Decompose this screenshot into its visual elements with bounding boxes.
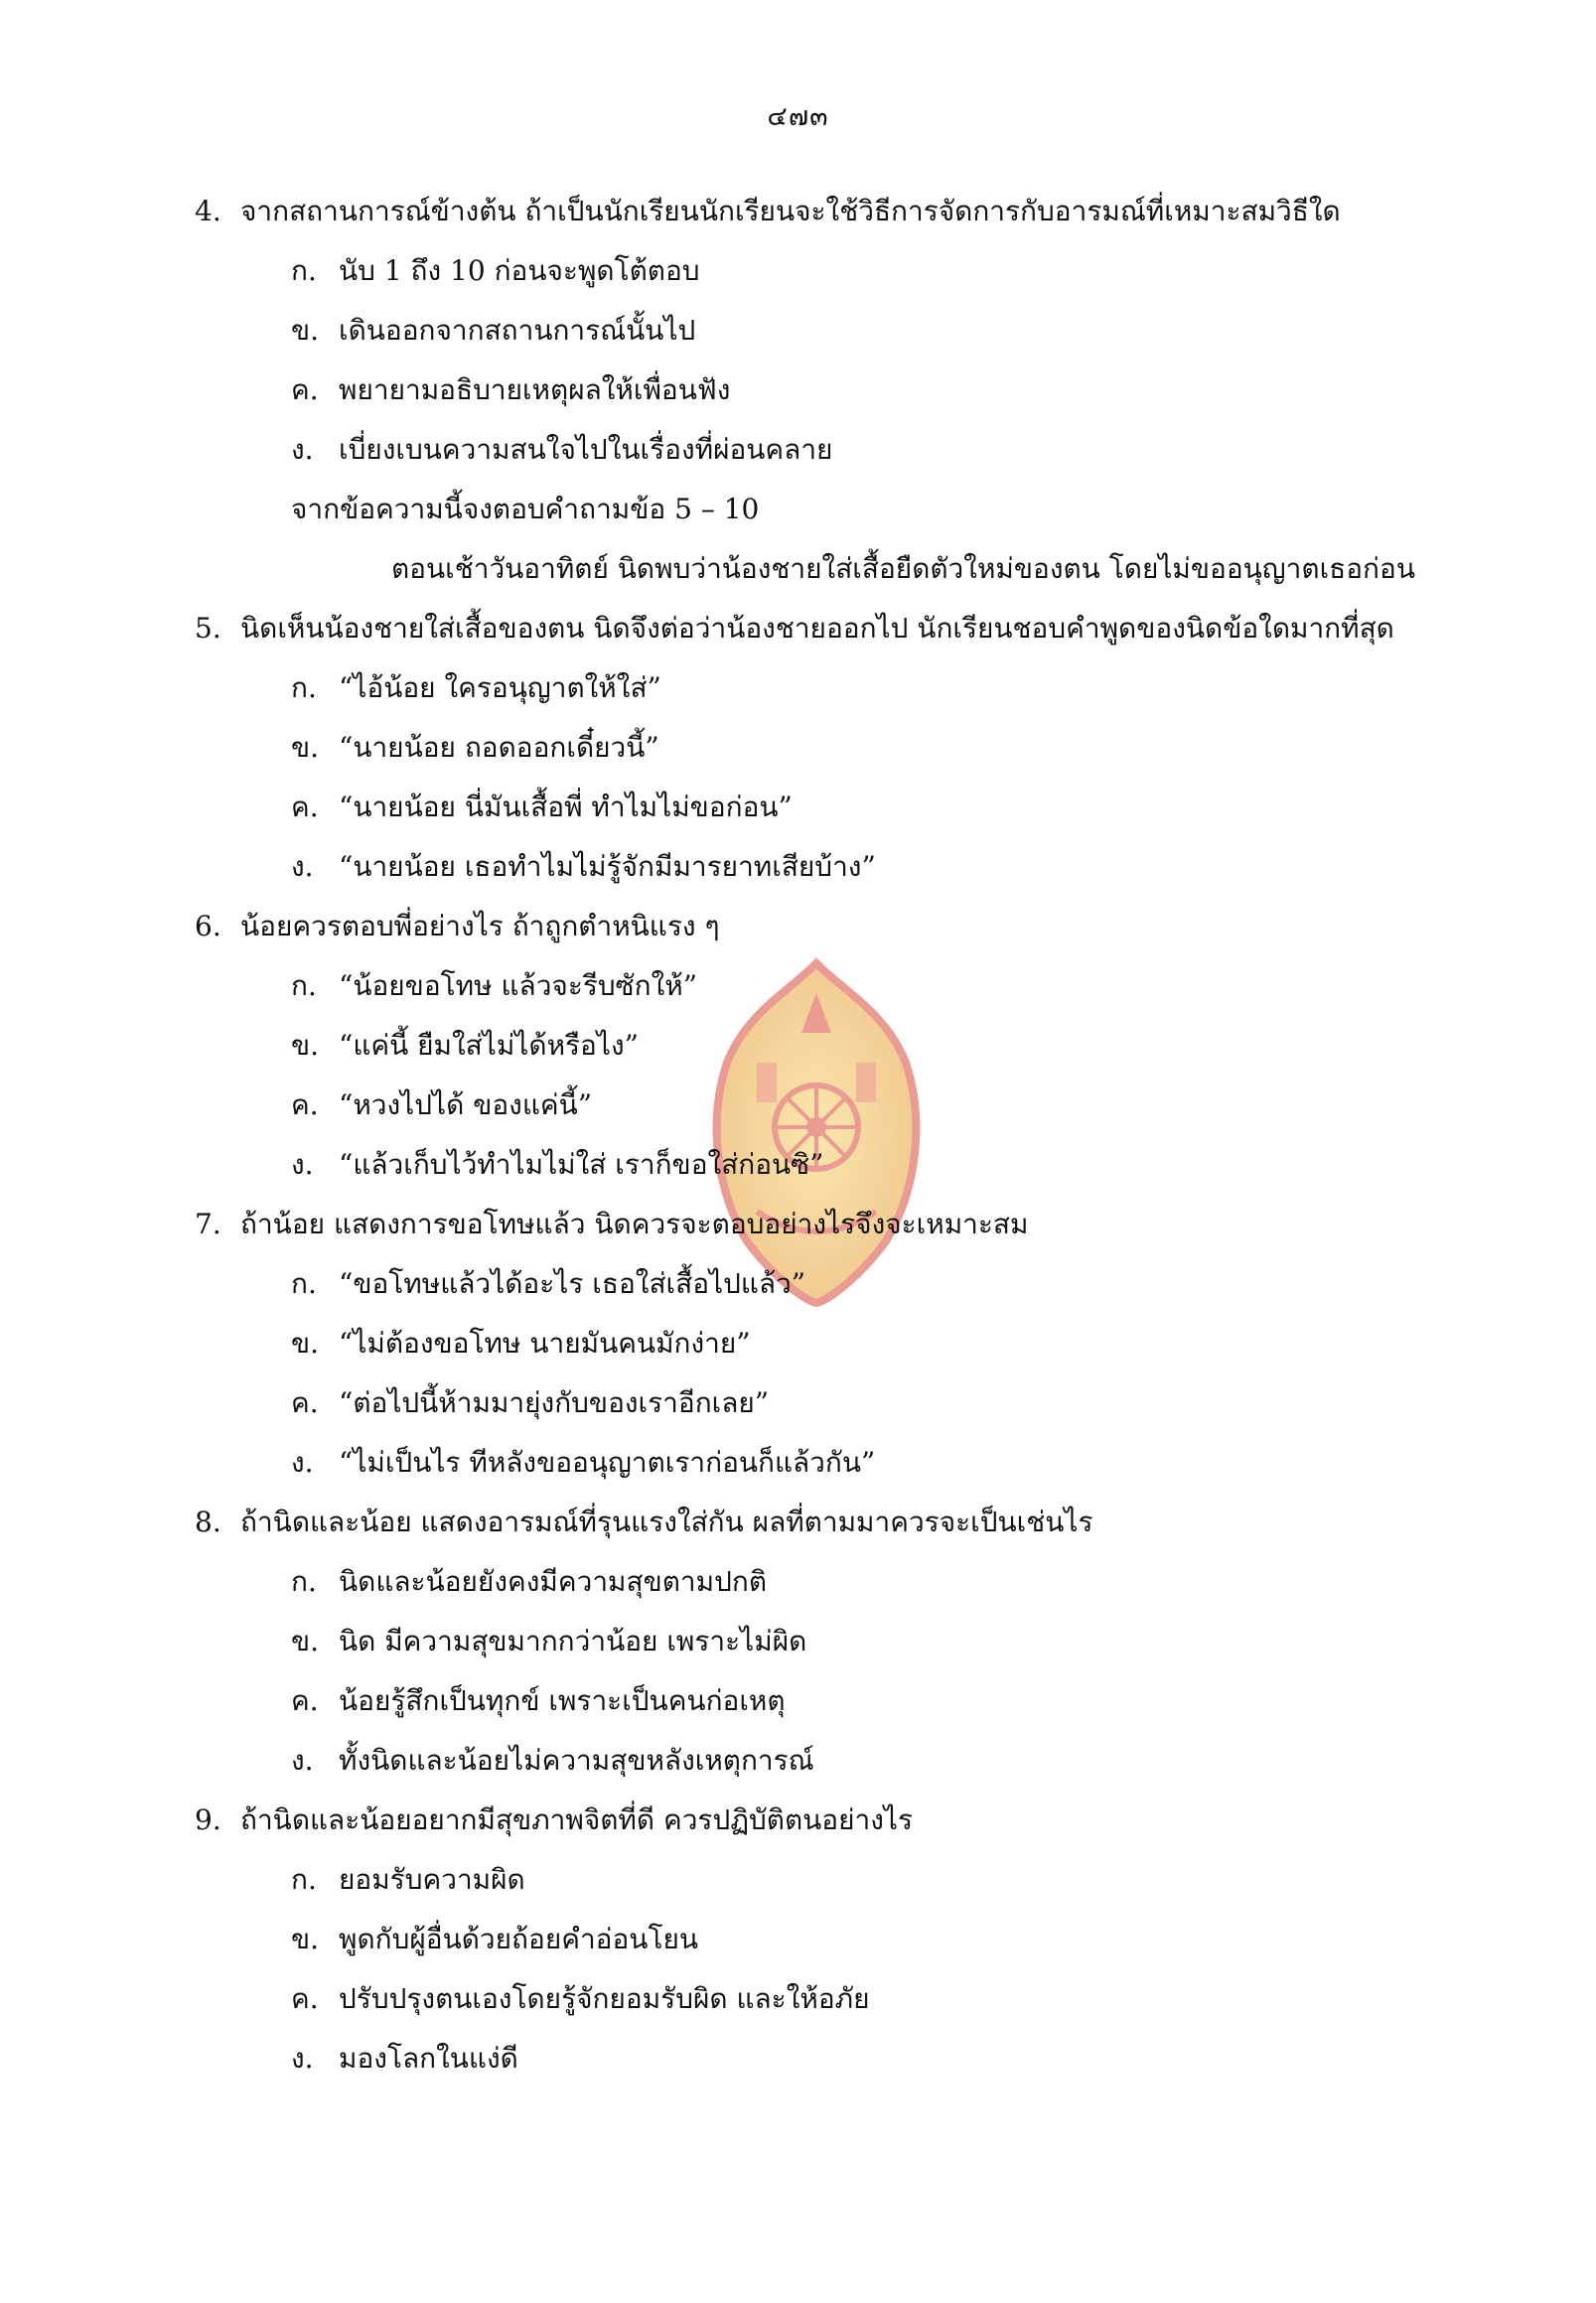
option-text: ปรับปรุงตนเองโดยรู้จักยอมรับผิด และให้อภัย [339, 1982, 870, 2015]
option-text: “นายน้อย นี่มันเสื้อพี่ ทำไมไม่ขอก่อน” [339, 791, 793, 823]
option-text: นิด มีความสุขมากกว่าน้อย เพราะไม่ผิด [339, 1625, 807, 1657]
option-label: ข. [291, 1029, 320, 1062]
option-label: ข. [291, 731, 320, 764]
question-text: น้อยควรตอบพี่อย่างไร ถ้าถูกตำหนิแรง ๆ [240, 910, 720, 942]
option-label: ง. [291, 1446, 314, 1479]
option-label: ก. [291, 1863, 317, 1896]
option-9a [291, 1860, 525, 1900]
option-text: “ไม่เป็นไร ทีหลังขออนุญาตเราก่อนก็แล้วกัน” [339, 1446, 876, 1479]
option-text: “น้อยขอโทษ แล้วจะรีบซักให้” [339, 969, 698, 1002]
option-8d [291, 1741, 814, 1781]
option-text: “ไม่ต้องขอโทษ นายมันคนมักง่าย” [339, 1327, 751, 1360]
question-9 [195, 1800, 913, 1840]
option-label: ก. [291, 1267, 317, 1300]
question-text: จากสถานการณ์ข้างต้น ถ้าเป็นนักเรียนนักเรียนจะใช้วิธีการจัดการกับอารมณ์ที่เหมาะสมวิธีใด [240, 195, 1341, 227]
option-label: ค. [291, 1982, 319, 2015]
option-label: ก. [291, 671, 317, 704]
option-label: ค. [291, 373, 319, 406]
option-4b [291, 311, 695, 351]
option-6a [291, 966, 697, 1006]
option-label: ก. [291, 1565, 317, 1598]
option-label: ข. [291, 1923, 320, 1955]
page-number: ๔๗๓ [767, 101, 829, 132]
option-text: “หวงไปได้ ของแค่นี้” [339, 1088, 593, 1121]
option-text: “นายน้อย เธอทำไมไม่รู้จักมีมารยาทเสียบ้าง” [339, 850, 876, 883]
option-text: ยอมรับความผิด [339, 1863, 525, 1896]
question-number: 7. [195, 1208, 221, 1240]
option-label: ก. [291, 254, 317, 287]
question-5 [195, 609, 1394, 648]
option-5a [291, 668, 661, 708]
question-number: 9. [195, 1803, 221, 1836]
question-number: 5. [195, 612, 221, 645]
emblem-watermark-icon [667, 953, 965, 1311]
option-text: มองโลกในแง่ดี [339, 2042, 518, 2075]
option-text: เบี่ยงเบนความสนใจไปในเรื่องที่ผ่อนคลาย [339, 433, 833, 466]
option-5c [291, 788, 793, 827]
option-label: ค. [291, 1386, 319, 1419]
passage: ตอนเช้าวันอาทิตย์ นิดพบว่าน้องชายใส่เสื้อยืดตัวใหม่ของตน โดยไม่ขออนุญาตเธอก่อน [391, 552, 1415, 585]
option-text: “นายน้อย ถอดออกเดี๋ยวนี้” [339, 731, 659, 764]
question-text: ถ้านิดและน้อย แสดงอารมณ์ที่รุนแรงใส่กัน ผลที่ตามมาควรจะเป็นเช่นไร [240, 1506, 1093, 1538]
option-6c [291, 1085, 592, 1125]
option-text: ทั้งนิดและน้อยไม่ความสุขหลังเหตุการณ์ [339, 1744, 814, 1777]
option-label: ค. [291, 1684, 319, 1717]
option-text: “ขอโทษแล้วได้อะไร เธอใส่เสื้อไปแล้ว” [339, 1267, 806, 1300]
option-label: ง. [291, 2042, 314, 2075]
option-5d [291, 847, 876, 887]
option-text: “แค่นี้ ยืมใส่ไม่ได้หรือไง” [339, 1029, 639, 1062]
option-text: “ไอ้น้อย ใครอนุญาตให้ใส่” [339, 671, 661, 704]
question-text: นิดเห็นน้องชายใส่เสื้อของตน นิดจึงต่อว่าน้องชายออกไป นักเรียนชอบคำพูดของนิดข้อใดมากที่สุด [240, 612, 1394, 645]
option-label: ข. [291, 1327, 320, 1360]
question-8 [195, 1503, 1092, 1542]
option-text: น้อยรู้สึกเป็นทุกข์ เพราะเป็นคนก่อเหตุ [339, 1684, 786, 1717]
option-text: พยายามอธิบายเหตุผลให้เพื่อนฟัง [339, 373, 731, 406]
option-4c [291, 370, 730, 410]
option-9d [291, 2039, 518, 2079]
option-4d [291, 430, 832, 470]
option-7c [291, 1383, 769, 1423]
option-6d [291, 1145, 824, 1185]
option-7a [291, 1264, 805, 1304]
option-text: “แล้วเก็บไว้ทำไมไม่ใส่ เราก็ขอใส่ก่อนซิ” [339, 1148, 824, 1181]
instruction: จากข้อความนี้จงตอบคำถามข้อ 5 – 10 [291, 493, 760, 525]
option-label: ง. [291, 1744, 314, 1777]
option-text: “ต่อไปนี้ห้ามมายุ่งกับของเราอีกเลย” [339, 1386, 770, 1419]
option-text: นิดและน้อยยังคงมีความสุขตามปกติ [339, 1565, 768, 1598]
question-number: 8. [195, 1506, 221, 1538]
option-9c [291, 1979, 870, 2019]
option-7b [291, 1324, 751, 1364]
option-label: ง. [291, 1148, 314, 1181]
question-number: 4. [195, 195, 221, 227]
question-6 [195, 907, 720, 946]
question-number: 6. [195, 910, 221, 942]
question-text: ถ้าน้อย แสดงการขอโทษแล้ว นิดควรจะตอบอย่างไรจึงจะเหมาะสม [240, 1208, 1029, 1240]
option-label: ข. [291, 314, 320, 347]
option-9b [291, 1920, 698, 1959]
option-6b [291, 1026, 639, 1066]
option-label: ง. [291, 850, 314, 883]
question-4 [195, 192, 1341, 231]
option-8c [291, 1681, 786, 1721]
option-text: นับ 1 ถึง 10 ก่อนจะพูดโต้ตอบ [339, 254, 700, 287]
option-label: ง. [291, 433, 314, 466]
option-label: ข. [291, 1625, 320, 1657]
option-4a [291, 251, 700, 291]
option-label: ก. [291, 969, 317, 1002]
option-text: พูดกับผู้อื่นด้วยถ้อยคำอ่อนโยน [339, 1923, 699, 1955]
option-label: ค. [291, 791, 319, 823]
option-8b [291, 1622, 806, 1661]
option-text: เดินออกจากสถานการณ์นั้นไป [339, 314, 696, 347]
option-5b [291, 728, 659, 768]
option-7d [291, 1443, 875, 1483]
option-label: ค. [291, 1088, 319, 1121]
option-8a [291, 1562, 767, 1602]
question-7 [195, 1205, 1028, 1244]
question-text: ถ้านิดและน้อยอยากมีสุขภาพจิตที่ดี ควรปฏิบัติตนอย่างไร [240, 1803, 914, 1836]
